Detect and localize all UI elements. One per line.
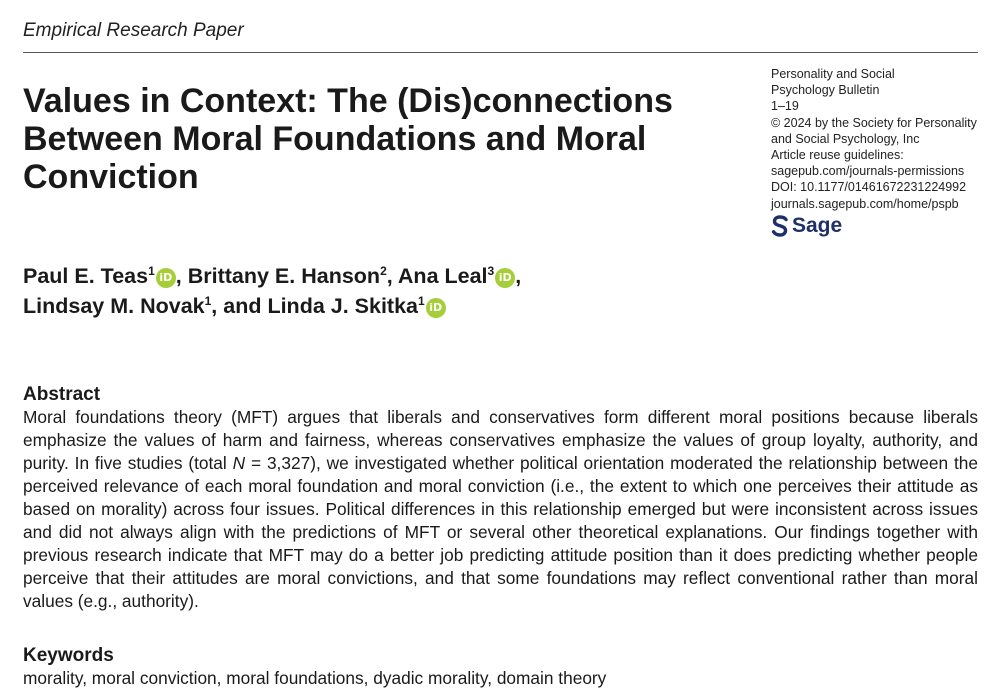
author-affiliation: 1 xyxy=(418,293,425,308)
article-type-label: Empirical Research Paper xyxy=(23,20,244,41)
author-affiliation: 1 xyxy=(204,293,212,308)
author-affiliation: 3 xyxy=(487,263,495,278)
doi[interactable]: DOI: 10.1177/01461672231224992 xyxy=(771,180,967,195)
copyright-line1: © 2024 by the Society for Personality xyxy=(771,115,977,130)
journal-name-line1: Personality and Social xyxy=(771,67,895,81)
author-list xyxy=(23,261,723,321)
abstract-n-symbol: N xyxy=(232,453,246,473)
journal-name-line2: Psychology Bulletin xyxy=(771,83,880,98)
orcid-icon[interactable]: iD xyxy=(495,268,515,288)
author-separator: , and xyxy=(211,294,268,318)
author-name: Lindsay M. Novak xyxy=(23,294,205,318)
author-separator: , xyxy=(515,264,522,288)
reuse-label: Article reuse guidelines: xyxy=(771,148,904,163)
abstract-text xyxy=(23,406,978,613)
author-affiliation: 1 xyxy=(148,263,155,278)
copyright-line2: and Social Psychology, Inc xyxy=(771,131,920,146)
publisher-logo xyxy=(771,214,842,238)
page-range: 1–19 xyxy=(771,99,799,114)
author-separator: , xyxy=(386,264,398,288)
orcid-icon[interactable]: iD xyxy=(426,298,446,318)
author-name: Brittany E. Hanson xyxy=(187,264,381,288)
abstract-part-2: = 3,327), we investigated whether political orientation moderated the relationship between the perceived relevance of each moral foundation and moral conviction (i.e., the extent to which one perceives their attitude as based on morality) across four issues. Political differences in this relationship emerged but were inconsistent across issues and did not always align with the predictions of MFT or several other theoretical explanations. Our findings together with previous research indicate that MFT may do a better job predicting attitude position than it does predicting whether people perceive that their attitudes are moral convictions, and that some foundations may reflect conventional rather than moral values (e.g., authority). xyxy=(23,453,978,611)
keywords-heading: Keywords xyxy=(23,645,114,666)
journal-link[interactable]: journals.sagepub.com/home/pspb xyxy=(771,196,959,211)
reuse-link[interactable]: sagepub.com/journals-permissions xyxy=(771,164,965,179)
abstract-heading: Abstract xyxy=(23,384,101,405)
author-affiliation: 2 xyxy=(380,263,387,278)
author-line-1 xyxy=(23,261,723,291)
publisher-name: Sage xyxy=(792,214,843,237)
author-line-2 xyxy=(23,291,723,321)
keywords-list: morality, moral conviction, moral foundations, dyadic morality, domain theory xyxy=(23,668,607,688)
abstract-part-1: Moral foundations theory (MFT) argues that liberals and conservatives form different moral positions because liberals emphasize the values of harm and fairness, whereas conservatives emphasize the values of group loyalty, authority, and purity. In five studies (total xyxy=(23,407,978,473)
author-name: Paul E. Teas xyxy=(23,264,149,288)
header-divider xyxy=(23,52,978,53)
author-name: Ana Leal xyxy=(397,264,488,288)
author-separator: , xyxy=(175,264,188,288)
sage-s-icon xyxy=(771,215,789,237)
journal-info xyxy=(771,66,996,212)
paper-title: Values in Context: The (Dis)connections Between Moral Foundations and Moral Conviction xyxy=(23,82,673,196)
orcid-icon[interactable]: iD xyxy=(156,268,176,288)
author-name: Linda J. Skitka xyxy=(267,294,419,318)
